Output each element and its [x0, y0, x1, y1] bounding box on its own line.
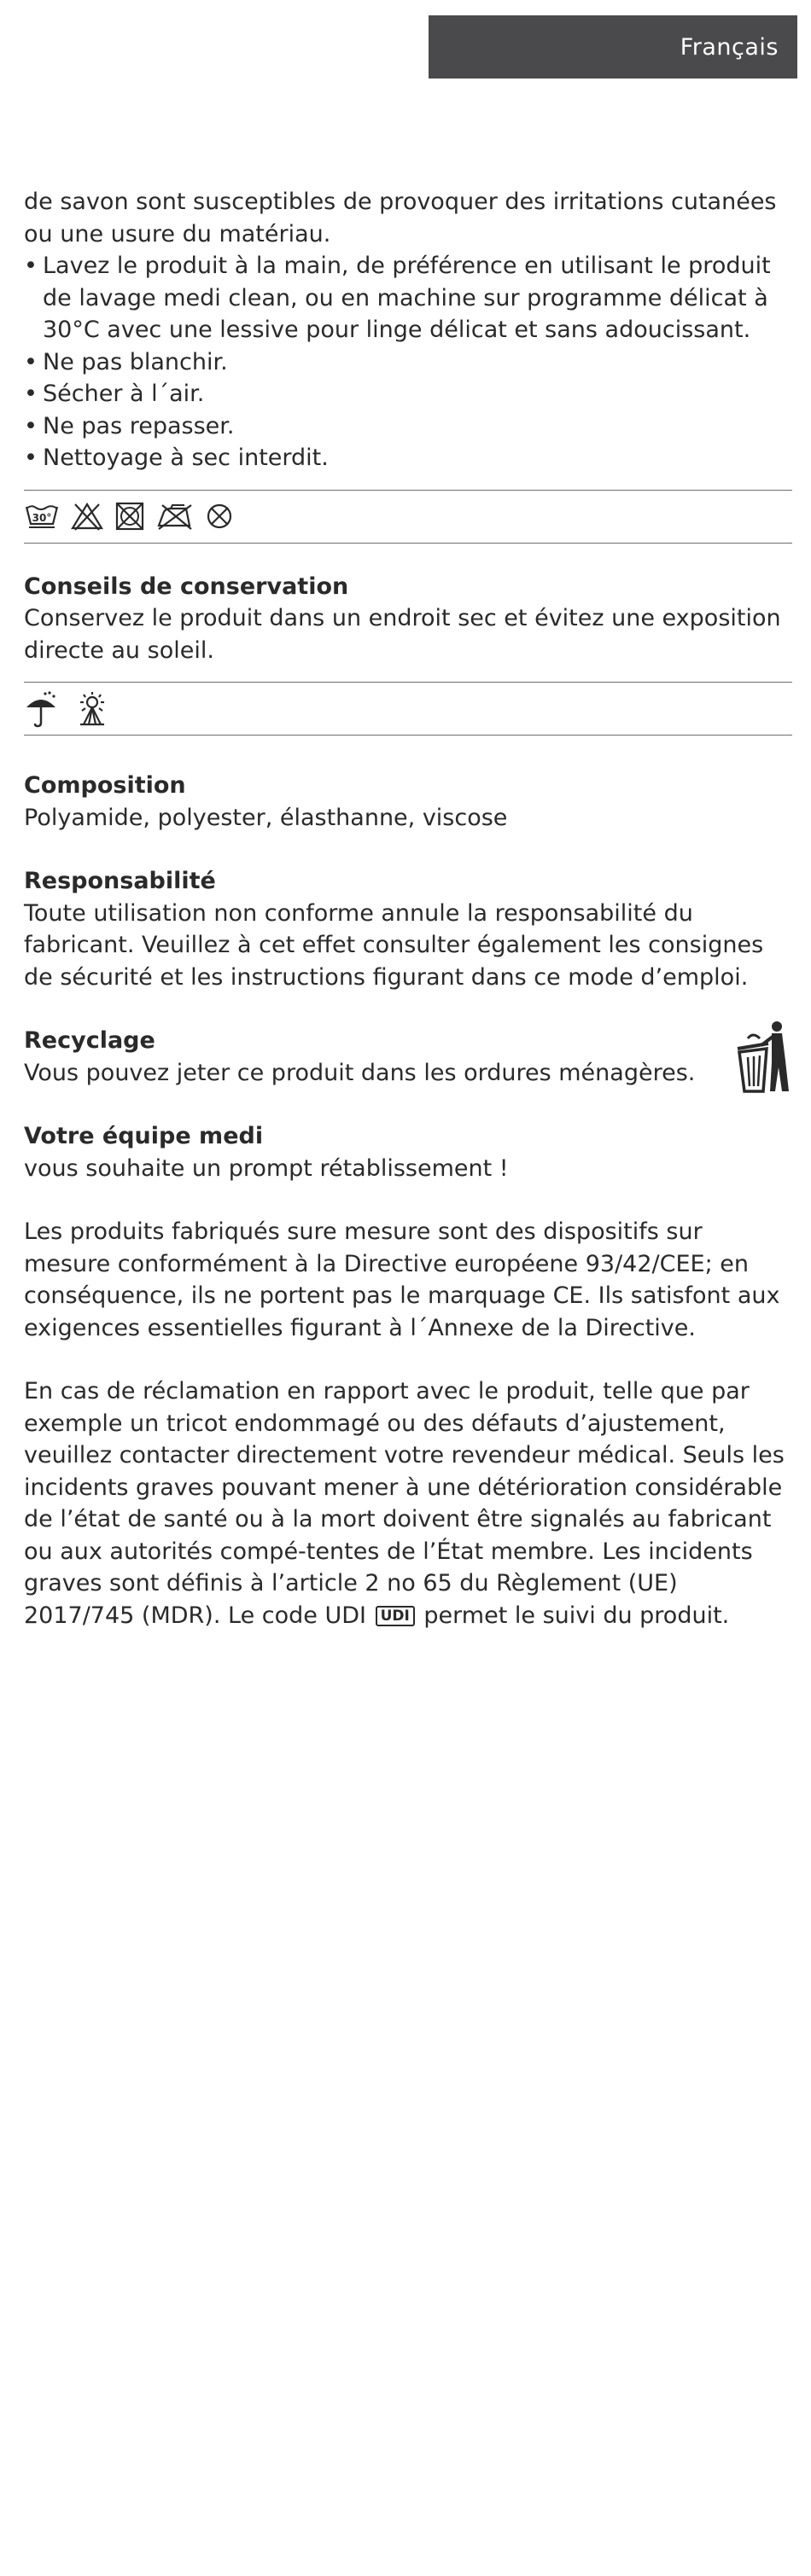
keep-away-from-sunlight-icon	[73, 690, 111, 728]
liability-text: Toute utilisation non conforme annule la responsabilité du fabricant. Veuillez à cet effet consulter également les consignes de sécurité et les instructions figurant dans ce mode d’emploi.	[24, 899, 764, 991]
recycling-text: Vous pouvez jeter ce produit dans les ordures ménagères.	[24, 1059, 696, 1086]
complaints-text-before-udi: En cas de réclamation en rapport avec le produit, telle que par exemple un tricot endommagé ou des défauts d’ajustement, veuillez contacter directement votre revendeur médical. Seuls les incidents graves pouvant mener à une détérioration considérable de l’état de santé ou à la mort doivent être signalés au fabricant ou aux autorités compé-tentes de l’État membre. Les incidents graves sont définis à l’article 2 no 65 du Règlement (UE) 2017/745 (MDR). Le code UDI	[24, 1378, 785, 1629]
complaints-text	[24, 1375, 792, 1631]
language-label: Français	[680, 33, 779, 61]
care-item: • Ne pas repasser.	[24, 410, 792, 443]
care-item: • Ne pas blanchir.	[24, 346, 792, 379]
storage-text: Conservez le produit dans un endroit sec et évitez une exposition directe au soleil.	[24, 605, 781, 664]
composition-text: Polyamide, polyester, élasthanne, viscose	[24, 804, 508, 831]
composition-title: Composition	[24, 772, 186, 799]
storage-title: Conseils de conservation	[24, 573, 349, 600]
no-bleach-icon	[70, 502, 104, 531]
document-body	[24, 186, 792, 1631]
care-item: • Nettoyage à sec interdit.	[24, 442, 792, 474]
language-tab	[429, 15, 797, 79]
custom-made-text: Les produits fabriqués sure mesure sont des dispositifs sur mesure conformément à la Directive européene 93/42/CEE; en conséquence, ils ne portent pas le marquage CE. Ils satisfont aux exigences essentielles figurant à l´Annexe de la Directive.	[24, 1218, 780, 1341]
care-intro: de savon sont susceptibles de provoquer des irritations cutanées ou une usure du matériau.	[24, 189, 777, 247]
team-text: vous souhaite un prompt rétablissement !	[24, 1154, 509, 1182]
no-iron-icon	[155, 502, 195, 531]
no-tumble-dry-icon	[114, 502, 145, 531]
liability-title: Responsabilité	[24, 868, 216, 894]
no-dry-clean-icon	[205, 502, 234, 531]
care-item: • Lavez le produit à la main, de préférence en utilisant le produit de lavage medi clean, ou en machine sur programme délicat à 30°C avec une lessive pour linge délicat et sans adoucissant.	[24, 250, 792, 346]
recycling-title: Recyclage	[24, 1027, 155, 1054]
recycling-section	[24, 1025, 792, 1089]
care-list	[24, 250, 792, 474]
complaints-text-after-udi: permet le suivi du produit.	[423, 1602, 730, 1629]
care-symbols	[24, 491, 792, 543]
keep-dry-umbrella-icon	[24, 690, 58, 728]
care-item: • Sécher à l´air.	[24, 378, 792, 410]
trash-bin-person-icon	[732, 1020, 792, 1095]
udi-badge: UDI	[376, 1606, 415, 1626]
storage-symbols	[24, 683, 792, 735]
wash-30-gentle-icon	[24, 502, 60, 531]
team-title: Votre équipe medi	[24, 1123, 264, 1149]
svg-text:30°: 30°	[32, 512, 52, 524]
